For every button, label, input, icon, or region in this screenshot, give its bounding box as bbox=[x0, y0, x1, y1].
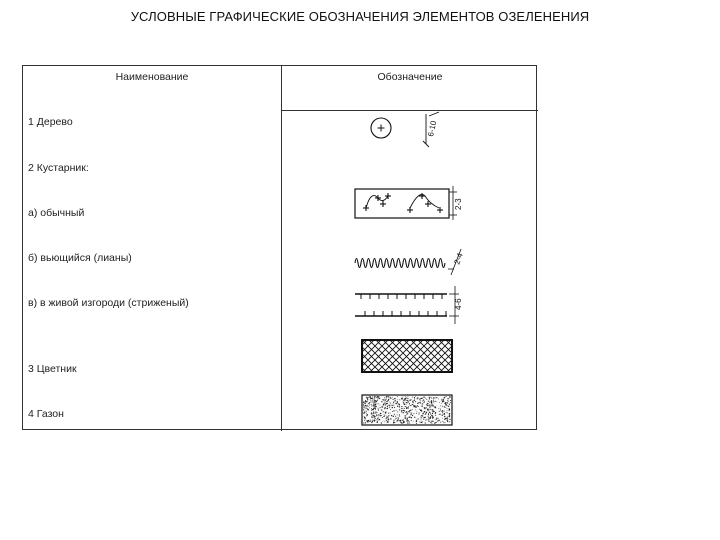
shrub-hedge-symbol bbox=[353, 284, 463, 326]
header-name: Наименование bbox=[115, 71, 189, 83]
tree-dimension: 6-10 bbox=[426, 119, 439, 138]
row-label-tree: 1 Дерево bbox=[28, 116, 73, 128]
row-label-flowerbed: 3 Цветник bbox=[28, 363, 77, 375]
page-title: УСЛОВНЫЕ ГРАФИЧЕСКИЕ ОБОЗНАЧЕНИЯ ЭЛЕМЕНТОВ ОЗЕЛЕНЕНИЯ bbox=[130, 9, 590, 24]
row-label-shrub-climbing: б) вьющийся (лианы) bbox=[28, 252, 132, 264]
flowerbed-symbol bbox=[361, 339, 455, 375]
row-label-shrub-hedge: в) в живой изгороди (стриженый) bbox=[28, 297, 189, 309]
tree-symbol bbox=[361, 110, 461, 150]
legend-table bbox=[22, 65, 537, 430]
shrub-common-dimension: 2-3 bbox=[454, 198, 463, 210]
lawn-symbol bbox=[361, 394, 455, 428]
shrub-common-symbol bbox=[353, 184, 463, 224]
row-label-lawn: 4 Газон bbox=[28, 408, 64, 420]
header-symbol: Обозначение bbox=[377, 71, 443, 83]
column-divider bbox=[281, 66, 282, 431]
row-label-shrub-common: а) обычный bbox=[28, 207, 85, 219]
shrub-climbing-dimension: 2-4 bbox=[452, 251, 465, 266]
shrub-hedge-dimension: 4-6 bbox=[454, 298, 463, 310]
row-label-shrub: 2 Кустарник: bbox=[28, 162, 89, 174]
shrub-climbing-symbol bbox=[353, 241, 463, 281]
